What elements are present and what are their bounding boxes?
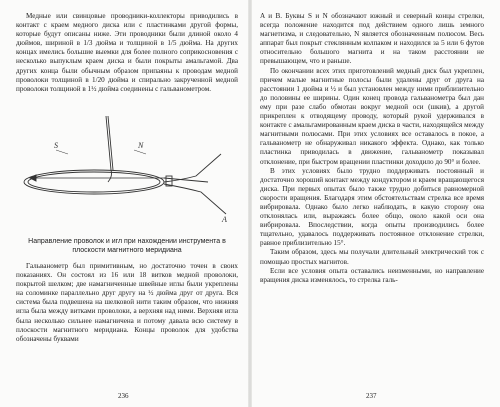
needle-and-wire-illustration xyxy=(16,110,238,230)
right-page xyxy=(250,0,500,407)
left-paragraph-1 xyxy=(16,12,238,104)
left-paragraph-2 xyxy=(16,262,238,387)
left-text-2: Гальванометр был примитивным, но достаточно точен в своих показаниях. Он состоял из 16 или 18 витков медной проволоки, покрытой шелком; две намагниченные швейные иглы были укреплены на соломинке параллельно друг другу на ½ дюйма друг от друга. Вся система была подвешена на шелковой нити таким образом, что нижняя игла была между витками проволоки, а верхняя над ними. Верхняя игла была несколько сильнее намагничена и потому давала всю систему в плоскости магнитного меридиана. Концы проволок для удобства обозначены буквами xyxy=(16,262,238,343)
right-text-4: Таким образом, здесь мы получали длительный электрический ток с помощью простых магнитов. xyxy=(260,248,484,266)
left-text-1: Медные или свинцовые проводники-коллекторы приводились в контакт с краем медного диска или с пластинками другой формы, которые будут описаны ниже. Эти проводники были длиной около 4 дюймов, шириной в 1/3 дюйма и толщиной в 1/5 дюйма. На других концах имелись большие выемки для более полного соприкосновения с несколько выпуклым краем диска и были покрыты амальгамой. Два других конца были обычным образом припаяны к проводам медной проволоки толщиной в 1/20 дюйма и спирально закрученной медной проволоки толщиной в 1½ дюйма соединены с гальванометром. xyxy=(16,12,238,93)
left-page-number: 236 xyxy=(118,392,129,400)
label-a: A xyxy=(222,215,227,224)
right-text-block xyxy=(260,12,484,390)
label-s: S xyxy=(54,141,58,150)
right-text-2: По окончании всех этих приготовлений медный диск был укреплен, причем малые магнитные полосы были удалены друг от друга на расстоянии 1 дюйма и ½ и был установлен между ними приблизительно до половины ее ширины. Один конец провода гальванометра был дан ему при разе слабо обмотан вокруг медной оси (шкив), а другой прикреплен к отводящему проводу, который рукой удерживался в контакте с амальгамированным краем диска в части, находящейся между магнитными полюсами. При этих условиях все оставалось в покое, а гальванометр не обнаруживал никакого эффекта. Однако, как только пластинка приводилась в движение, гальванометр показывал отклонение, при быстром вращении пластинки доходило до 90° и более. xyxy=(260,66,484,166)
right-text-5: Если все условия опыта оставались неизменными, но направление вращения диска изменялось, то стрелка галь- xyxy=(260,266,484,284)
right-text-1: A и B. Буквы S и N обозначают южный и северный концы стрелки, всегда положение находится под действием одного лишь земного магнетизма, и следовательно, N является обозначенным полюсом. Весь аппарат был покрыт стеклянным колпаком и находился за 5 или 6 футов относительно большого магнита и на таком расстоянии не превышающем, что и раньше. xyxy=(260,12,484,66)
right-text-3: В этих условиях было трудно поддерживать постоянный и достаточно хороший контакт между кондуктором и краем вращающегося диска. При первых опытах было также трудно добиться равномерной скорости вращения. Благодаря этим обстоятельствам стрелка все время вибрировала. Однако было легко наблюдать, в какую сторону она отклонялась или, выражаясь более общо, около какой оси она вибрировала. Впоследствии, когда опыты производились более тщательно, удавалось поддерживать постоянное отклонение стрелки, равное приблизительно 15°. xyxy=(260,166,484,248)
label-n: N xyxy=(138,141,144,150)
figure-caption: Направление проволок и игл при нахождении инструмента в плоскости магнитного меридиана xyxy=(28,238,226,254)
galvanometer-figure xyxy=(16,110,238,230)
right-page-number: 237 xyxy=(366,392,377,400)
